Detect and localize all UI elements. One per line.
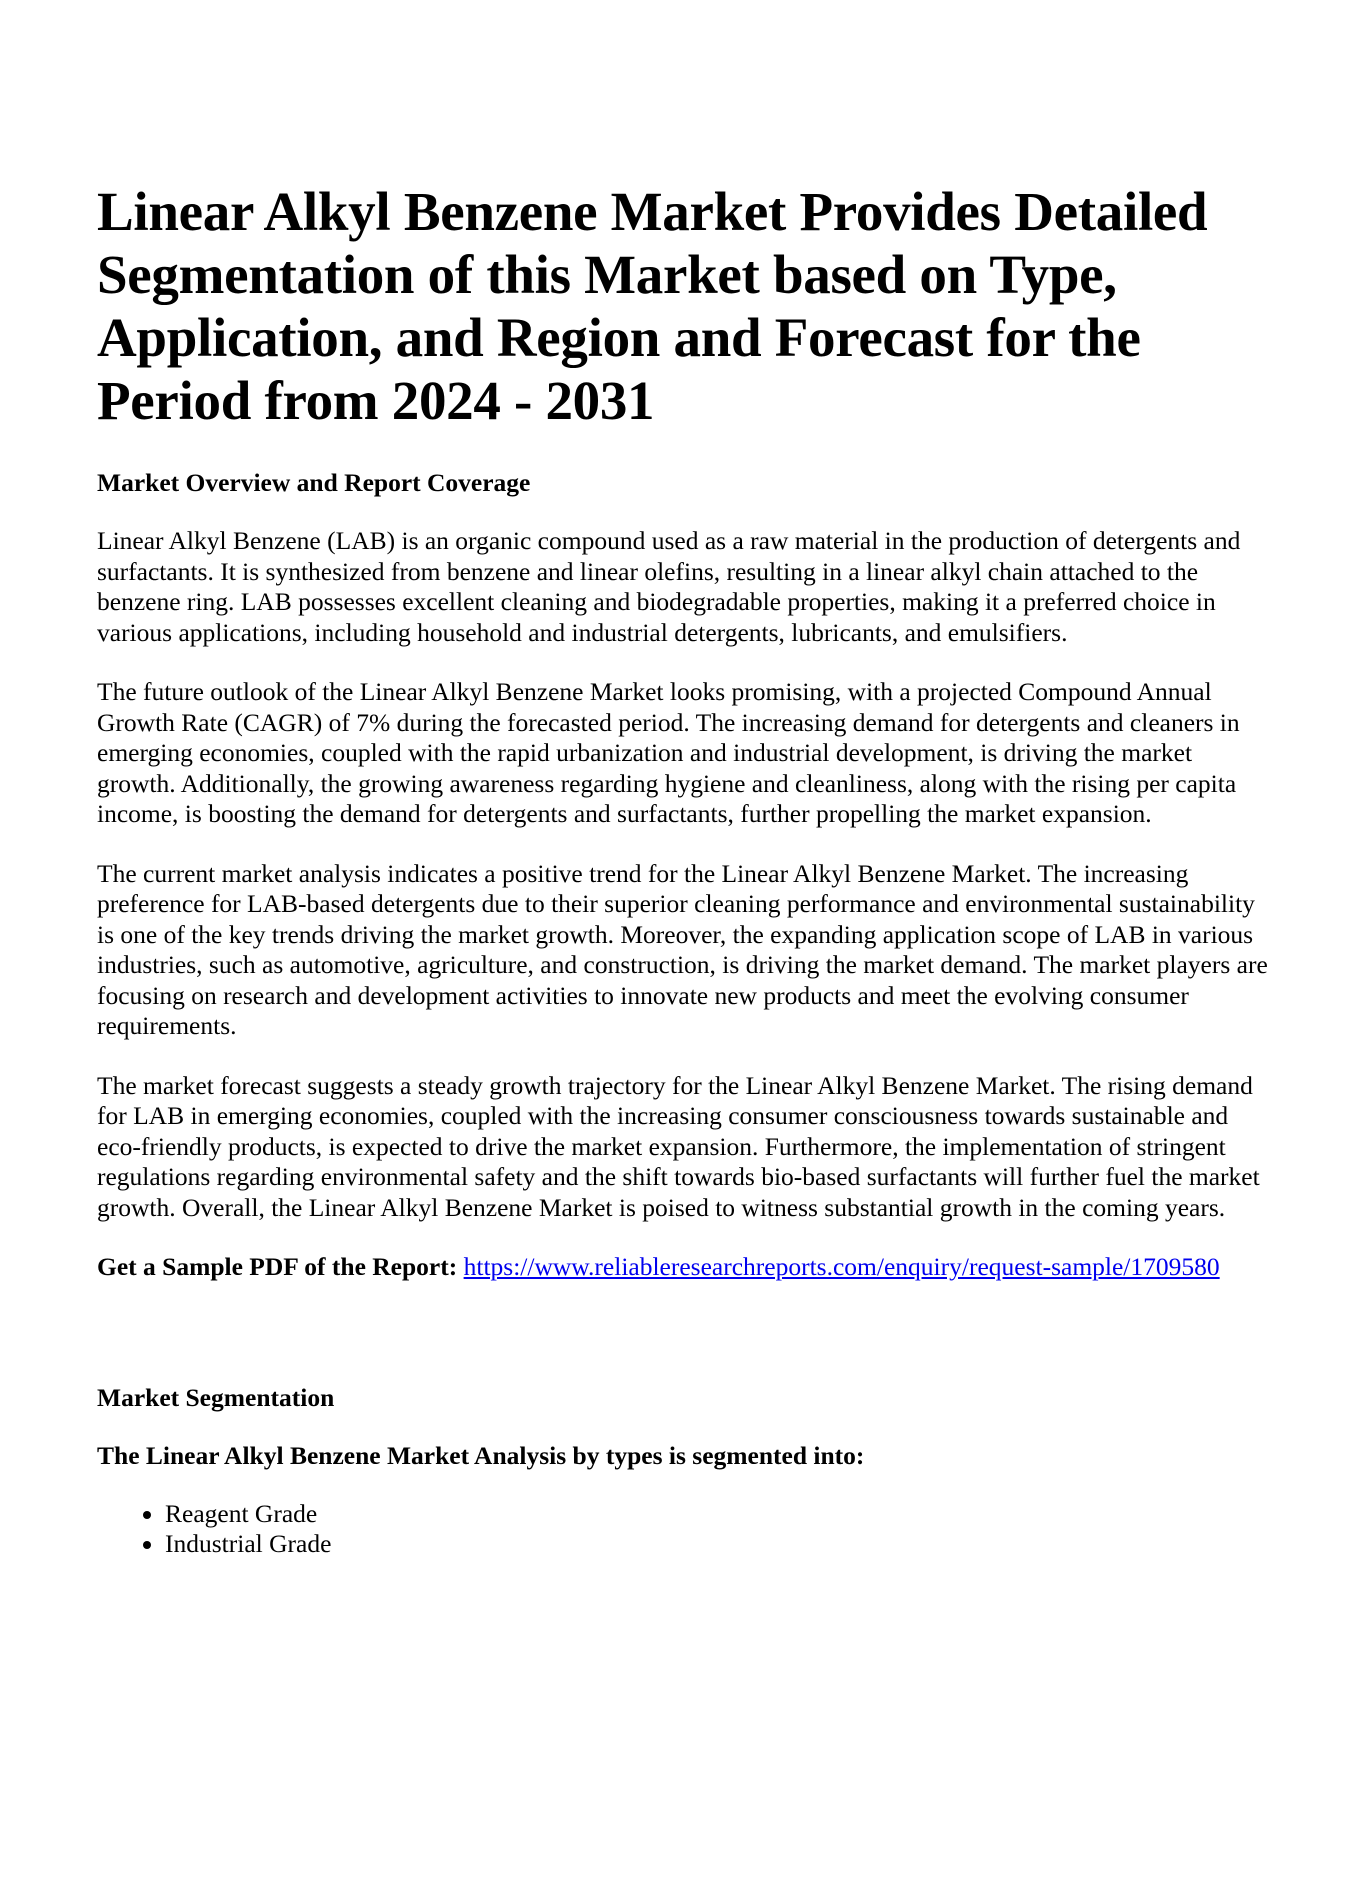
- types-heading: The Linear Alkyl Benzene Market Analysis by types is segmented into:: [97, 1440, 865, 1470]
- overview-paragraph-4: The market forecast suggests a steady growth trajectory for the Linear Alkyl Benzene Market. The rising demand for LAB in emerging economies, coupled with the increasing consumer consciousness towards sustainable and eco-friendly products, is expected to drive the market expansion. Furthermore, the implementation of stringent regulations regarding environmental safety and the shift towards bio-based surfactants will further fuel the market growth. Overall, the Linear Alkyl Benzene Market is poised to witness substantial growth in the coming years.: [97, 1070, 1260, 1222]
- overview-paragraph-1: Linear Alkyl Benzene (LAB) is an organic compound used as a raw material in the production of detergents and surfactants. It is synthesized from benzene and linear olefins, resulting in a linear alkyl chain attached to the benzene ring. LAB possesses excellent cleaning and biodegradable properties, making it a preferred choice in various applications, including household and industrial detergents, lubricants, and emulsifiers.: [97, 526, 1241, 647]
- document-page: [97, 180, 1277, 1560]
- list-item: • Reagent Grade: [165, 1499, 1277, 1530]
- sample-pdf-line: [97, 1252, 1277, 1283]
- types-list: [97, 1499, 1277, 1560]
- sample-pdf-label: Get a Sample PDF of the Report:: [97, 1252, 458, 1281]
- sample-pdf-link[interactable]: https://www.reliableresearchreports.com/enquiry/request-sample/1709580: [463, 1252, 1220, 1281]
- section-spacer: [97, 1283, 1277, 1383]
- overview-paragraph-3: The current market analysis indicates a positive trend for the Linear Alkyl Benzene Market. The increasing preference for LAB-based detergents due to their superior cleaning performance and environmental sustainability is one of the key trends driving the market growth. Moreover, the expanding application scope of LAB in various industries, such as automotive, agriculture, and construction, is driving the market demand. The market players are focusing on research and development activities to innovate new products and meet the evolving consumer requirements.: [97, 858, 1268, 1040]
- overview-heading: Market Overview and Report Coverage: [97, 468, 531, 497]
- page-title: Linear Alkyl Benzene Market Provides Detailed Segmentation of this Market based on Type, Application, and Region and Forecast for the Period from 2024 - 2031: [97, 181, 1208, 431]
- segmentation-heading: Market Segmentation: [97, 1382, 335, 1412]
- overview-paragraph-2: The future outlook of the Linear Alkyl Benzene Market looks promising, with a projected Compound Annual Growth Rate (CAGR) of 7% during the forecasted period. The increasing demand for detergents and cleaners in emerging economies, coupled with the rapid urbanization and industrial development, is driving the market growth. Additionally, the growing awareness regarding hygiene and cleanliness, along with the rising per capita income, is boosting the demand for detergents and surfactants, further propelling the market expansion.: [97, 677, 1240, 828]
- list-item: • Industrial Grade: [165, 1529, 1277, 1560]
